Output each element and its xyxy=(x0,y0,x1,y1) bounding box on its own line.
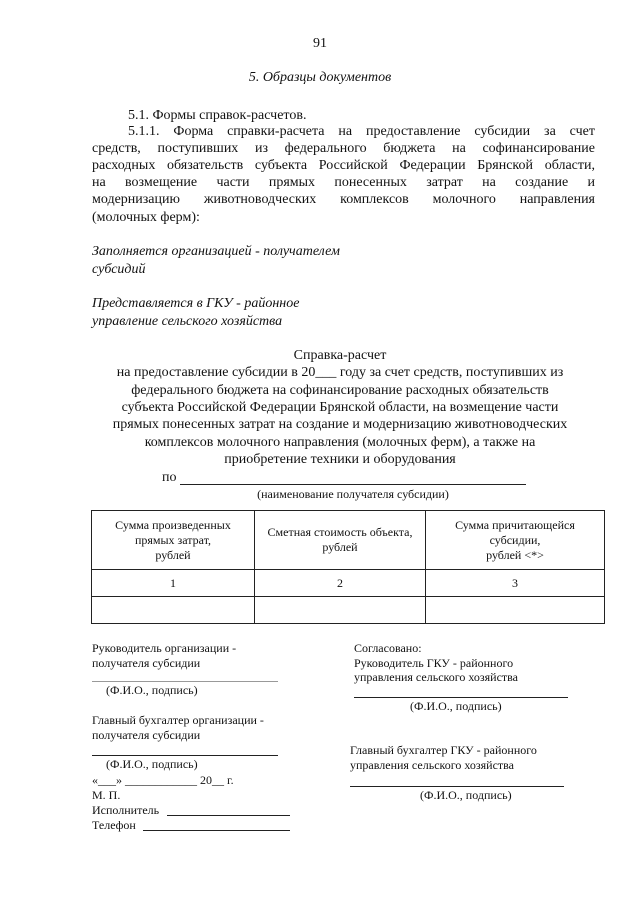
left-accountant-title: получателя субсидии xyxy=(92,728,201,742)
left-head-title: Руководитель организации - xyxy=(92,641,237,655)
executor-field[interactable] xyxy=(167,815,290,816)
left-accountant-fio: (Ф.И.О., подпись) xyxy=(106,757,198,771)
form-subtitle-line: приобретение техники и оборудования xyxy=(224,452,456,467)
left-head-fio: (Ф.И.О., подпись) xyxy=(106,683,198,697)
table-header-row xyxy=(92,511,605,570)
right-head-signature-line[interactable] xyxy=(354,697,568,698)
left-accountant-title: Главный бухгалтер организации - xyxy=(92,713,264,727)
right-accountant-fio: (Ф.И.О., подпись) xyxy=(420,788,512,802)
paragraph-line: 5.1.1. Форма справки-расчета на предоставление субсидии за счет xyxy=(128,124,595,139)
form-title: Справка-расчет xyxy=(293,348,387,363)
paragraph-line: модернизацию животноводческих комплексов молочного направления xyxy=(92,192,595,207)
note-submitted-to: Представляется в ГКУ - районное xyxy=(92,296,300,311)
note-submitted-to: управление сельского хозяйства xyxy=(92,314,283,329)
form-subtitle-line: комплексов молочного направления (молочных ферм), а также на xyxy=(144,435,536,450)
table-cell[interactable] xyxy=(255,597,426,624)
calculation-table xyxy=(91,510,605,624)
header-cell: Сумма причитающейся субсидии, рублей <*> xyxy=(426,511,605,570)
form-subtitle-line: на предоставление субсидии в 20___ году за счет средств, поступивших из xyxy=(116,365,564,380)
form-subtitle-line: федерального бюджета на софинансирование расходных обязательств xyxy=(131,383,549,398)
phone-label: Телефон xyxy=(92,818,136,832)
executor-label: Исполнитель xyxy=(92,803,160,817)
column-number: 2 xyxy=(255,570,426,597)
left-head-title: получателя субсидии xyxy=(92,656,201,670)
table-cell[interactable] xyxy=(92,597,255,624)
recipient-label: по xyxy=(162,470,177,485)
header-cell: Сумма произведенных прямых затрат, рублей xyxy=(92,511,255,570)
recipient-caption: (наименование получателя субсидии) xyxy=(257,487,449,501)
right-accountant-title: Главный бухгалтер ГКУ - районного xyxy=(350,743,537,757)
form-subtitle-line: субъекта Российской Федерации Брянской области, на возмещение части xyxy=(121,400,559,415)
column-number: 1 xyxy=(92,570,255,597)
agreed-label: Согласовано: xyxy=(354,641,422,655)
paragraph-line: расходных обязательств субъекта Российской Федерации Брянской области, xyxy=(92,158,595,173)
paragraph-line: средств, поступивших из федерального бюджета на софинансирование xyxy=(92,141,595,156)
date-field[interactable]: «___» ____________ 20__ г. xyxy=(92,773,234,787)
column-number: 3 xyxy=(426,570,605,597)
phone-field[interactable] xyxy=(143,830,290,831)
table-number-row xyxy=(92,570,605,597)
form-subtitle-line: прямых понесенных затрат на создание и модернизацию животноводческих xyxy=(112,417,568,432)
note-filled-by: Заполняется организацией - получателем xyxy=(92,244,340,259)
subsection-heading: 5.1. Формы справок-расчетов. xyxy=(128,108,307,123)
table-cell[interactable] xyxy=(426,597,605,624)
section-title: 5. Образцы документов xyxy=(248,70,392,85)
page-number: 91 xyxy=(313,36,327,51)
right-head-fio: (Ф.И.О., подпись) xyxy=(410,699,502,713)
stamp-place: М. П. xyxy=(92,788,121,802)
recipient-name-field[interactable] xyxy=(180,484,526,485)
header-cell: Сметная стоимость объекта, рублей xyxy=(255,511,426,570)
right-accountant-title: управления сельского хозяйства xyxy=(350,758,514,772)
right-head-title: управления сельского хозяйства xyxy=(354,670,518,684)
table-row xyxy=(92,597,605,624)
paragraph-line: на возмещение части прямых понесенных затрат на создание и xyxy=(92,175,595,190)
paragraph-line: (молочных ферм): xyxy=(92,210,200,225)
left-head-signature-line[interactable] xyxy=(92,681,278,682)
note-filled-by: субсидий xyxy=(92,262,146,277)
right-head-title: Руководитель ГКУ - районного xyxy=(354,656,514,670)
left-accountant-signature-line[interactable] xyxy=(92,755,278,756)
right-accountant-signature-line[interactable] xyxy=(350,786,564,787)
